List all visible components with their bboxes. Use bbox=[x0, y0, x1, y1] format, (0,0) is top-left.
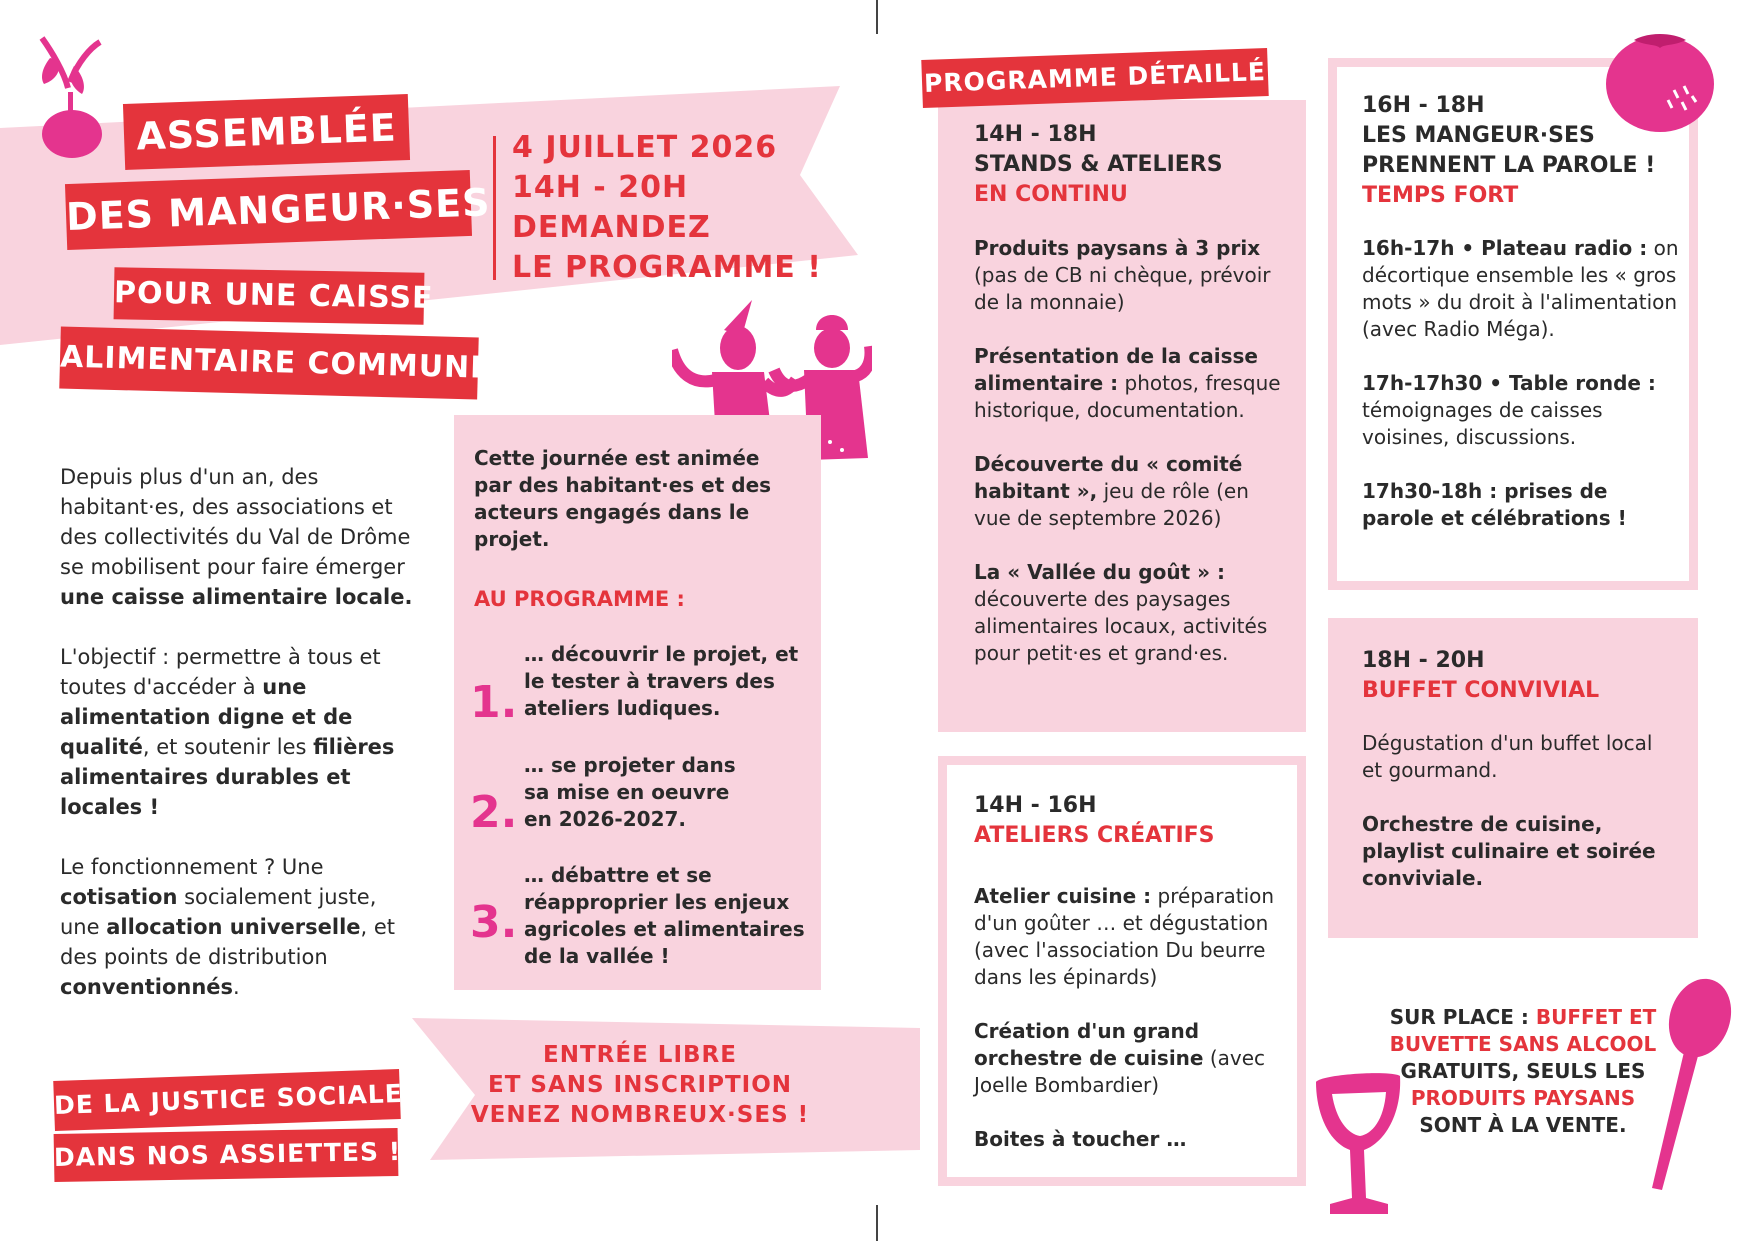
intro-p3-bold-b: allocation universelle bbox=[106, 915, 361, 939]
stands-items bbox=[974, 235, 1292, 667]
buffet-item-2-bold: Orchestre de cuisine, playlist culinaire et soirée conviviale. bbox=[1362, 812, 1656, 890]
surplace-text bbox=[1382, 1004, 1664, 1139]
parole-title: LES MANGEUR·SES PRENNENT LA PAROLE ! bbox=[1362, 123, 1656, 178]
program-item-3-text: … débattre et se réapproprier les enjeux agricoles et alimentaires de la vallée ! bbox=[524, 863, 805, 968]
intro-paragraph-3 bbox=[60, 852, 418, 1002]
stands-item-1 bbox=[974, 235, 1292, 316]
intro-p1-bold: une caisse alimentaire locale. bbox=[60, 585, 413, 609]
stands-item-2 bbox=[974, 343, 1292, 424]
intro-p3-bold-a: cotisation bbox=[60, 885, 178, 909]
intro-p3-text-c: , et des points de distribution bbox=[60, 915, 396, 969]
ateliers-box bbox=[938, 756, 1306, 1186]
title-line-4: ALIMENTAIRE COMMUNE bbox=[59, 327, 478, 400]
stands-item-4-bold: La « Vallée du goût » : bbox=[974, 560, 1225, 584]
date-block bbox=[512, 128, 822, 288]
ateliers-item-2 bbox=[974, 1018, 1294, 1099]
buffet-title: BUFFET CONVIVIAL bbox=[1362, 678, 1600, 703]
intro-p2-text-b: , et soutenir les bbox=[142, 735, 314, 759]
surplace-d: PRODUITS PAYSANS bbox=[1410, 1086, 1636, 1110]
stands-time: 14H - 18H bbox=[974, 122, 1097, 147]
stands-subtitle: EN CONTINU bbox=[974, 182, 1128, 207]
intro-p2-bold-b: filières alimentaires durables et locales ! bbox=[60, 735, 395, 819]
stands-item-4 bbox=[974, 559, 1292, 667]
fold-mark-bottom bbox=[876, 1205, 878, 1241]
parole-item-1-text: on décortique ensemble les « gros mots » du droit à l'alimentation (avec Radio Méga). bbox=[1362, 236, 1679, 341]
date-line: 4 JUILLET 2026 bbox=[512, 130, 778, 165]
intro-paragraph-2 bbox=[60, 642, 418, 822]
parole-item-2 bbox=[1362, 370, 1682, 451]
call-line-1: DEMANDEZ bbox=[512, 210, 711, 245]
surplace-c: GRATUITS, SEULS LES bbox=[1400, 1059, 1646, 1083]
slogan-line-2: DANS NOS ASSIETTES ! bbox=[54, 1128, 399, 1182]
program-detail-label: PROGRAMME DÉTAILLÉ bbox=[921, 48, 1268, 108]
parole-item-3-bold: 17h30-18h : prises de parole et célébrations ! bbox=[1362, 479, 1627, 530]
entry-line-3: VENEZ NOMBREUX·SES ! bbox=[470, 1102, 810, 1128]
call-line-2: LE PROGRAMME ! bbox=[512, 250, 822, 285]
stands-item-4-text: découverte des paysages alimentaires locaux, activités pour petit·es et grand·es. bbox=[974, 587, 1268, 665]
entry-text bbox=[470, 1040, 810, 1130]
entry-line-1: ENTRÉE LIBRE bbox=[543, 1042, 737, 1068]
intro-paragraph-1 bbox=[60, 462, 418, 612]
title-line-1: ASSEMBLÉE bbox=[123, 94, 410, 170]
spoon-icon bbox=[1640, 976, 1736, 1196]
surplace-a: SUR PLACE : bbox=[1389, 1005, 1536, 1029]
parole-item-1 bbox=[1362, 235, 1682, 343]
ateliers-item-1-text: préparation d'un goûter … et dégustation (avec l'association Du beurre dans les épinards) bbox=[974, 884, 1275, 989]
program-box bbox=[454, 415, 821, 990]
parole-item-2-text: témoignages de caisses voisines, discussions. bbox=[1362, 398, 1603, 449]
parole-item-1-bold: 16h-17h • Plateau radio : bbox=[1362, 236, 1648, 260]
ateliers-title: ATELIERS CRÉATIFS bbox=[974, 823, 1215, 848]
ateliers-item-2-text: (avec Joelle Bombardier) bbox=[974, 1046, 1266, 1097]
wine-glass-icon bbox=[1312, 1062, 1404, 1220]
parole-item-3 bbox=[1362, 478, 1682, 532]
stands-item-1-text: (pas de CB ni chèque, prévoir de la monnaie) bbox=[974, 263, 1271, 314]
intro-text bbox=[60, 462, 418, 1002]
parole-item-2-bold: 17h-17h30 • Table ronde : bbox=[1362, 371, 1656, 395]
buffet-items bbox=[1362, 730, 1672, 892]
parole-time: 16H - 18H bbox=[1362, 93, 1485, 118]
ateliers-item-3-bold: Boites à toucher … bbox=[974, 1127, 1187, 1151]
program-item-3-number: 3. bbox=[470, 897, 518, 948]
stands-item-3-text: jeu de rôle (en vue de septembre 2026) bbox=[974, 479, 1249, 530]
buffet-time: 18H - 20H bbox=[1362, 648, 1485, 673]
intro-p3-text-a: Le fonctionnement ? Une bbox=[60, 855, 324, 879]
program-item-1-text: … découvrir le projet, et le tester à travers des ateliers ludiques. bbox=[524, 642, 799, 720]
ateliers-item-1 bbox=[974, 883, 1294, 991]
stands-item-2-text: photos, fresque historique, documentation. bbox=[974, 371, 1281, 422]
program-heading: AU PROGRAMME : bbox=[474, 587, 685, 611]
slogan-line-1: DE LA JUSTICE SOCIALE bbox=[53, 1069, 401, 1131]
ateliers-items bbox=[974, 883, 1294, 1153]
stands-title: STANDS & ATELIERS bbox=[974, 152, 1223, 177]
program-intro: Cette journée est animée par des habitant·es et des acteurs engagés dans le projet. bbox=[474, 446, 772, 551]
tomato-icon bbox=[1604, 24, 1716, 136]
intro-p2-bold-a: une alimentation digne et de qualité bbox=[60, 675, 353, 759]
intro-p1-text: Depuis plus d'un an, des habitant·es, des associations et des collectivités du Val de Drôme se mobilisent pour faire émerger bbox=[60, 465, 411, 579]
ateliers-time: 14H - 16H bbox=[974, 793, 1097, 818]
ateliers-item-2-bold: Création d'un grand orchestre de cuisine bbox=[974, 1019, 1204, 1070]
stands-item-3 bbox=[974, 451, 1292, 532]
program-item-2-text: … se projeter dans sa mise en oeuvre en 2026-2027. bbox=[524, 753, 736, 831]
stands-item-1-bold: Produits paysans à 3 prix bbox=[974, 236, 1261, 260]
stands-item-3-bold: Découverte du « comité habitant », bbox=[974, 452, 1243, 503]
program-item-1-number: 1. bbox=[470, 677, 518, 728]
program-item-2-number: 2. bbox=[470, 787, 518, 838]
surplace-b: BUFFET ET BUVETTE SANS ALCOOL bbox=[1389, 1005, 1657, 1056]
ateliers-item-3 bbox=[974, 1126, 1294, 1153]
stands-item-2-bold: Présentation de la caisse alimentaire : bbox=[974, 344, 1258, 395]
ateliers-item-1-bold: Atelier cuisine : bbox=[974, 884, 1152, 908]
intro-p3-text-d: . bbox=[233, 975, 240, 999]
title-line-2: DES MANGEUR·SES bbox=[65, 170, 472, 250]
intro-p2-text-a: L'objectif : permettre à tous et toutes d'accéder à bbox=[60, 645, 381, 699]
cherry-icon bbox=[38, 32, 110, 162]
surplace-e: SONT À LA VENTE. bbox=[1419, 1113, 1627, 1137]
time-line: 14H - 20H bbox=[512, 170, 689, 205]
parole-items bbox=[1362, 235, 1682, 532]
buffet-item-2 bbox=[1362, 811, 1672, 892]
date-divider bbox=[493, 136, 496, 280]
intro-p3-bold-c: conventionnés bbox=[60, 975, 234, 999]
stands-box bbox=[938, 100, 1306, 732]
intro-p3-text-b: socialement juste, une bbox=[60, 885, 377, 939]
parole-box bbox=[1328, 58, 1698, 590]
parole-subtitle: TEMPS FORT bbox=[1362, 183, 1519, 208]
title-line-3: POUR UNE CAISSE bbox=[114, 267, 425, 324]
buffet-item-1: Dégustation d'un buffet local et gourmand. bbox=[1362, 731, 1653, 782]
entry-line-2: ET SANS INSCRIPTION bbox=[487, 1072, 793, 1098]
buffet-box bbox=[1328, 618, 1698, 938]
